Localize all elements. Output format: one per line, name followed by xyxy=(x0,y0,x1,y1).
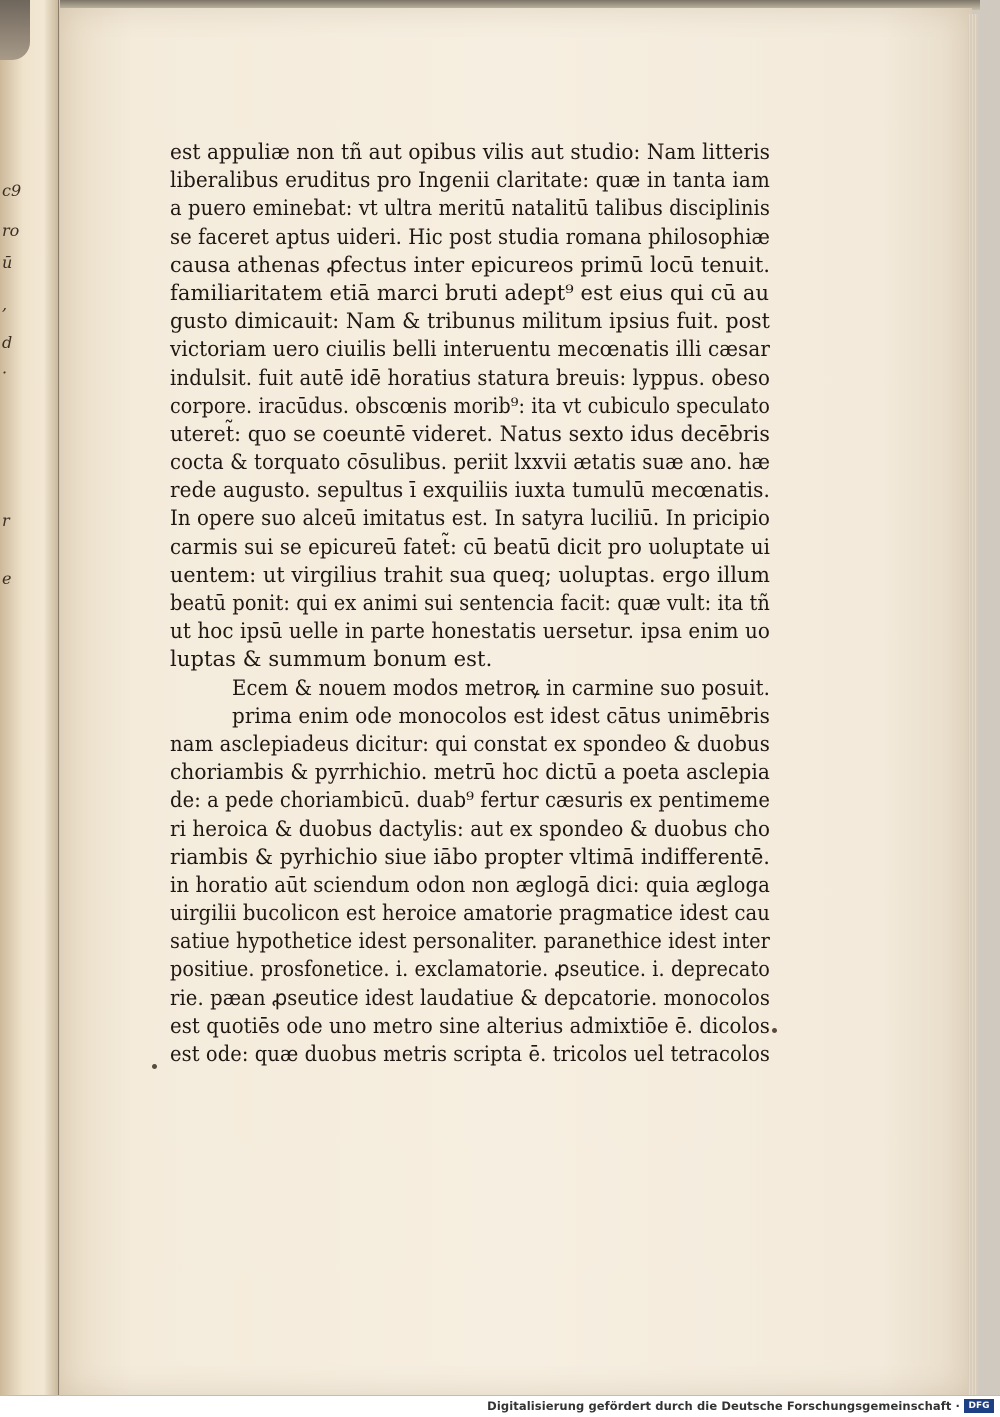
margin-fragment: r xyxy=(2,511,10,530)
binding-shadow xyxy=(0,0,30,60)
text-line: est appuliæ non tñ aut opibus vilis aut studio: Nam litteris xyxy=(170,140,770,164)
text-line: se faceret aptus uideri. Hic post studia romana philosophiæ xyxy=(170,224,770,249)
margin-mark xyxy=(152,1064,157,1069)
text-line: rie. pæan ꝓseutice idest laudatiue & depcatorie. monocolos xyxy=(170,985,770,1010)
text-line: riambis & pyrhichio siue iābo propter vltimā indifferentē. xyxy=(170,844,770,869)
text-line: nam asclepiadeus dicitur: qui constat ex spondeo & duobus xyxy=(170,731,770,756)
margin-mark xyxy=(772,1028,777,1033)
text-line: prima enim ode monocolos est idest cātus unimēbris xyxy=(232,703,770,728)
text-line: satiue hypothetice idest personaliter. paranethice idest inter xyxy=(170,929,770,954)
text-line: uteret̃: quo se coeuntē videret. Natus sexto idus decēbris xyxy=(170,421,770,446)
funding-credit: Digitalisierung gefördert durch die Deutsche Forschungsgemeinschaft · xyxy=(487,1399,960,1413)
text-line: gusto dimicauit: Nam & tribunus militum ipsius fuit. post xyxy=(170,309,770,334)
text-line: carmis sui se epicureū fatet̃: cū beatū dicit pro uoluptate ui xyxy=(170,534,770,559)
margin-fragment: c9 xyxy=(2,181,22,200)
text-line: rede augusto. sepultus ī exquiliis iuxta tumulū mecœnatis. xyxy=(170,478,770,503)
margin-fragment: , xyxy=(2,295,8,314)
text-line: liberalibus eruditus pro Ingenii claritate: quæ in tanta iam xyxy=(170,168,770,193)
text-line: causa athenas ꝓfectus inter epicureos primū locū tenuit. xyxy=(170,252,770,277)
margin-fragment: ro xyxy=(2,221,20,240)
section-opening-line: Ecem & nouem modos metroꝶ in carmine suo posuit. xyxy=(232,675,770,700)
text-line: luptas & summum bonum est. xyxy=(170,647,493,672)
text-line: corpore. iracūdus. obscœnis morib⁹: ita vt cubiculo speculato xyxy=(170,393,770,418)
text-line: de: a pede choriambicū. duab⁹ fertur cæsuris ex pentimeme xyxy=(170,788,770,813)
text-line: choriambis & pyrrhichio. metrū hoc dictū a poeta asclepia xyxy=(170,760,770,785)
text-line: uirgilii bucolicon est heroice amatorie pragmatice idest cau xyxy=(170,901,770,926)
text-line: familiaritatem etiā marci bruti adept⁹ est eius qui cū au xyxy=(170,280,770,305)
margin-fragment: · xyxy=(2,363,8,382)
left-page-edge xyxy=(0,0,59,1395)
text-line: est quotiēs ode uno metro sine alterius admixtiōe ē. dicolos xyxy=(170,1013,770,1038)
page-text xyxy=(170,138,775,1068)
page-stack-edge xyxy=(968,14,978,1395)
text-line: positiue. prosfonetice. i. exclamatorie. ꝓseutice. i. deprecato xyxy=(170,957,770,982)
text-line: ri heroica & duobus dactylis: aut ex spondeo & duobus cho xyxy=(170,816,770,841)
text-line: in horatio aūt sciendum odon non æglogā dici: quia ægloga xyxy=(170,872,770,897)
margin-fragment: ū xyxy=(2,253,13,272)
margin-fragment: d xyxy=(2,333,13,352)
text-line: ut hoc ipsū uelle in parte honestatis uersetur. ipsa enim uo xyxy=(170,619,770,644)
text-line: victoriam uero ciuilis belli interuentu mecœnatis illi cæsar xyxy=(170,337,770,362)
dfg-logo: DFG xyxy=(964,1399,994,1413)
text-line: beatū ponit: qui ex animi sui sentencia facit: quæ vult: ita tñ xyxy=(170,591,770,615)
text-line: In opere suo alceū imitatus est. In satyra luciliū. In pricipio xyxy=(170,506,770,531)
text-line: indulsit. fuit autē idē horatius statura breuis: lyppus. obeso xyxy=(170,365,770,390)
margin-fragment: e xyxy=(2,569,12,588)
text-line: cocta & torquato cōsulibus. periit lxxvii ætatis suæ ano. hæ xyxy=(170,450,770,475)
text-line: uentem: ut virgilius trahit sua queq; uoluptas. ergo illum xyxy=(170,562,770,587)
text-line: a puero eminebat: vt ultra meritū natalitū talibus disciplinis xyxy=(170,196,770,221)
footer-bar xyxy=(0,1395,1000,1417)
text-line: est ode: quæ duobus metris scripta ē. tricolos uel tetracolos xyxy=(170,1042,770,1066)
